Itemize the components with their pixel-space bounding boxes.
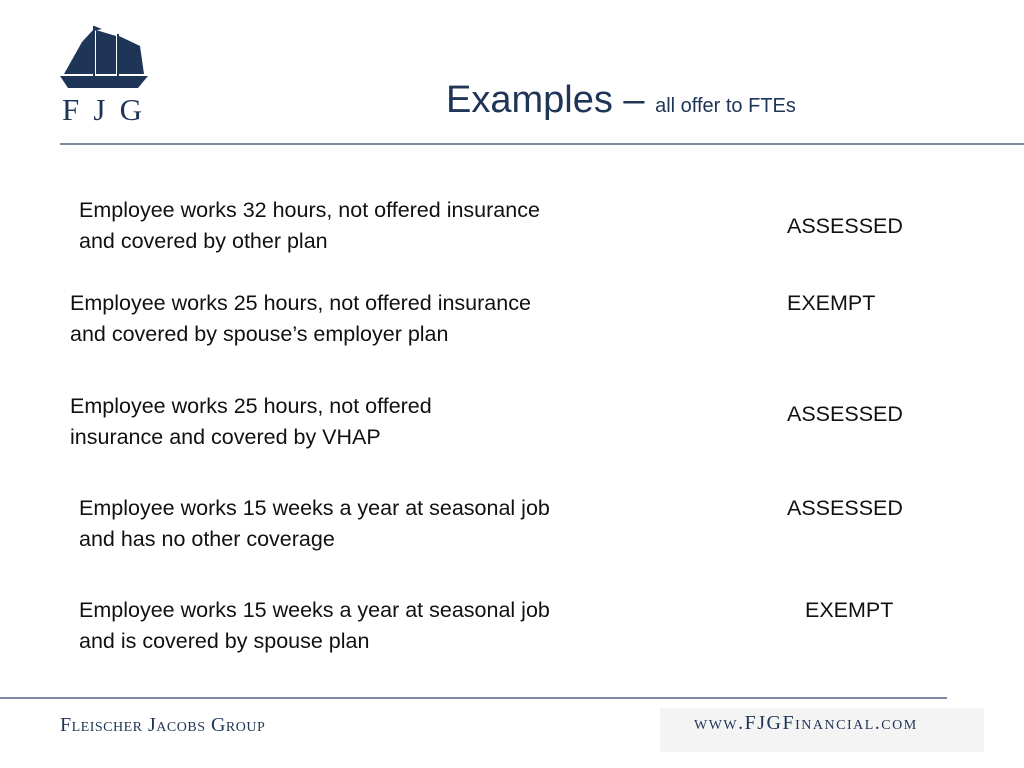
description-line: and is covered by spouse plan [79,629,370,653]
example-description [79,595,550,657]
header-divider [60,143,1024,145]
example-description [79,493,550,555]
description-line: and has no other coverage [79,527,335,551]
example-description [70,391,432,453]
description-line: Employee works 32 hours, not offered insurance [79,198,540,222]
example-status: ASSESSED [787,214,903,238]
logo-letter-j: J [93,92,106,127]
company-logo [56,24,148,132]
title-subtitle: all offer to FTEs [655,95,796,117]
description-line: insurance and covered by VHAP [70,425,381,449]
description-line: Employee works 25 hours, not offered [70,394,432,418]
description-line: Employee works 15 weeks a year at seasonal job [79,496,550,520]
sailboat-icon [56,24,148,94]
example-status: EXEMPT [805,598,894,622]
description-line: Employee works 15 weeks a year at seasonal job [79,598,550,622]
title-main: Examples – [446,79,656,121]
logo-letters [56,92,148,128]
page-title [446,78,796,128]
example-description [70,288,531,350]
description-line: Employee works 25 hours, not offered insurance [70,291,531,315]
description-line: and covered by other plan [79,229,328,253]
footer-divider [0,697,947,699]
footer-company-name: Fleischer Jacobs Group [60,714,266,736]
example-status: ASSESSED [787,496,903,520]
example-description [79,195,540,257]
footer-website: www.FJGFinancial.com [694,712,918,734]
logo-letter-g: G [119,92,142,127]
example-status: ASSESSED [787,402,903,426]
example-status: EXEMPT [787,291,876,315]
description-line: and covered by spouse’s employer plan [70,322,449,346]
logo-letter-f: F [62,92,80,127]
